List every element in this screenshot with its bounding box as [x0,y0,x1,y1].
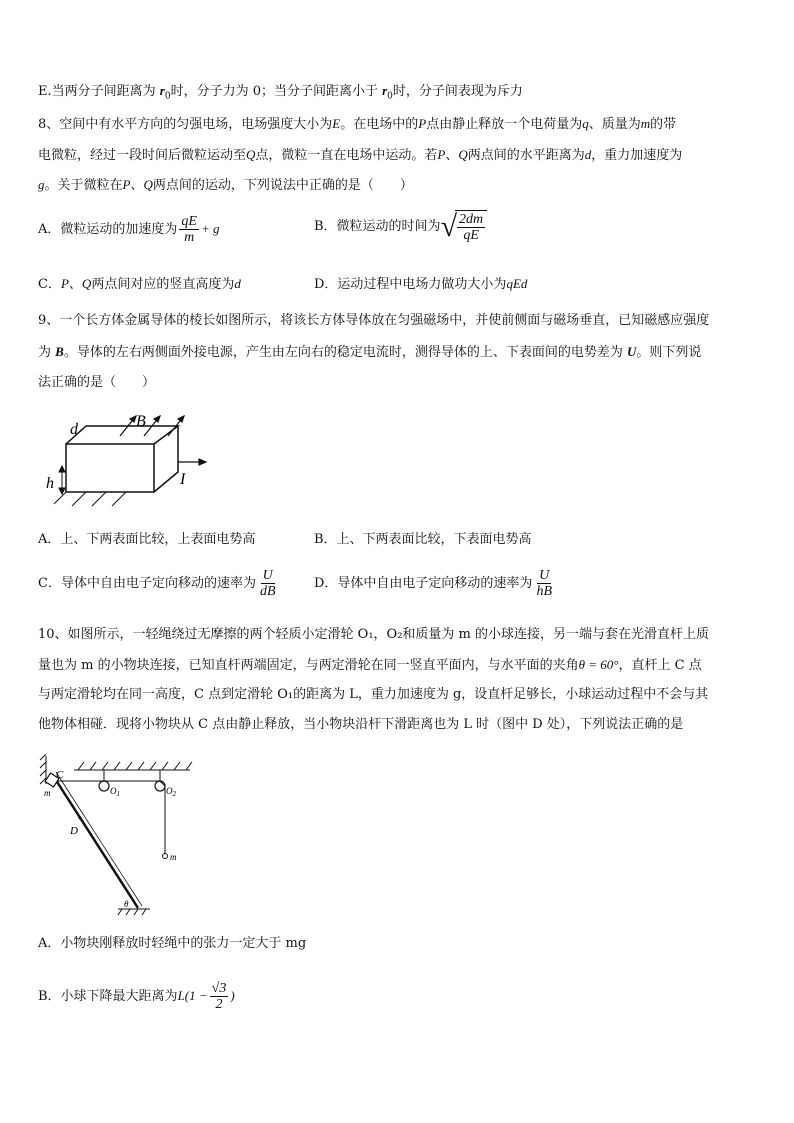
rod [52,774,138,908]
q8-stem-line1: 8、空间中有水平方向的匀强电场，电场强度大小为E。在电场中的P点由静止释放一个电荷量为q、质量为m的带 [38,116,677,132]
point-d [79,817,82,820]
q10-figure [38,754,198,916]
pulley-o2 [155,781,165,791]
label-b: B [136,413,146,430]
label-i: I [180,471,186,488]
q9-option-d[interactable]: D．导体中自由电子定向移动的速率为 $\frac{U}{hB}$ [314,568,552,599]
q9-option-a[interactable]: A．上、下两表面比较，上表面电势高 [38,532,256,547]
label-m-ball: m [170,852,177,862]
current-arrow [178,459,206,465]
h-dimension [59,466,65,494]
label-theta: θ [124,899,129,909]
q8-option-a[interactable]: A．微粒运动的加速度为 $\frac{qE}{m}$ + g [38,214,220,245]
prev-option-e: E.当两分子间距离为 $r_0$时，分子力为 0；当分子间距离小于 $r_0$时，分子间表现为斥力 [38,83,523,102]
q9-option-c[interactable]: C．导体中自由电子定向移动的速率为 $\frac{U}{dB}$ [38,568,276,599]
label-c: C [56,769,64,781]
q8-option-c[interactable]: C．P、Q两点间对应的竖直高度为d [38,276,241,292]
q10-option-b[interactable]: B．小球下降最大距离为L(1 − $\frac{√3}{2}$ ) [38,981,235,1012]
q10-stem-line3: 与两定滑轮均在同一高度，C 点到定滑轮 O₁的距离为 L，重力加速度为 g，设直杆足够长，小球运动过程中不会与其 [38,687,709,702]
q10-option-a[interactable]: A．小物块刚释放时轻绳中的张力一定大于 mg [38,936,307,951]
sqrt-expression: √ $\frac{2dm}{qE}$ [441,210,488,243]
q9-stem-line3: 法正确的是（ ） [38,375,156,390]
q8-option-d[interactable]: D．运动过程中电场力做功大小为qEd [314,276,528,292]
q9-figure [40,404,215,516]
q9-option-b[interactable]: B．上、下两表面比较，下表面电势高 [314,532,532,547]
q8-stem-line3: g。关于微粒在P、Q两点间的运动，下列说法中正确的是（ ） [38,177,413,193]
wall-hatch [40,754,46,784]
q10-stem-line2: 量也为 m 的小物块连接，已知直杆两端固定，与两定滑轮在同一竖直平面内，与水平面的夹角θ = 60°，直杆上 C 点 [38,657,702,673]
label-h: h [46,475,54,492]
option-label: E. [38,84,52,99]
pulley-o1 [99,781,109,791]
ground-hatch [54,492,126,506]
label-d: D [70,825,78,837]
q9-stem-line2: 为 B。导体的左右两侧面外接电源，产生由左向右的稳定电流时，测得导体的上、下表面间的电势差为 U。则下列说 [38,344,702,360]
ground [118,909,150,915]
box-front [66,444,154,492]
label-o1: $O_1$ [110,786,120,798]
label-d: d [70,421,78,438]
label-o2: $O_2$ [166,786,176,798]
q8-option-b[interactable]: B．微粒运动的时间为 √ $\frac{2dm}{qE}$ [314,210,487,243]
q8-stem-line2: 电微粒，经过一段时间后微粒运动至Q点，微粒一直在电场中运动。若P、Q两点间的水平距离为d，重力加速度为 [38,147,683,163]
label-m-block: m [44,788,51,798]
q10-stem-line1: 10、如图所示，一轻绳绕过无摩擦的两个轻质小定滑轮 O₁，O₂和质量为 m 的小球连接，另一端与套在光滑直杆上质 [38,627,710,642]
fraction: $\frac{qE}{m}$ [181,214,197,245]
q9-stem-line1: 9、一个长方体金属导体的棱长如图所示，将该长方体导体放在匀强磁场中，并使前侧面与磁场垂直，已知磁感应强度 [38,313,710,328]
q10-stem-line4: 他物体相碰．现将小物块从 C 点由静止释放，当小物块沿杆下滑距离也为 L 时（图中 D 处），下列说法正确的是 [38,717,684,732]
ceiling [74,762,192,770]
hanging-ball [163,854,168,859]
